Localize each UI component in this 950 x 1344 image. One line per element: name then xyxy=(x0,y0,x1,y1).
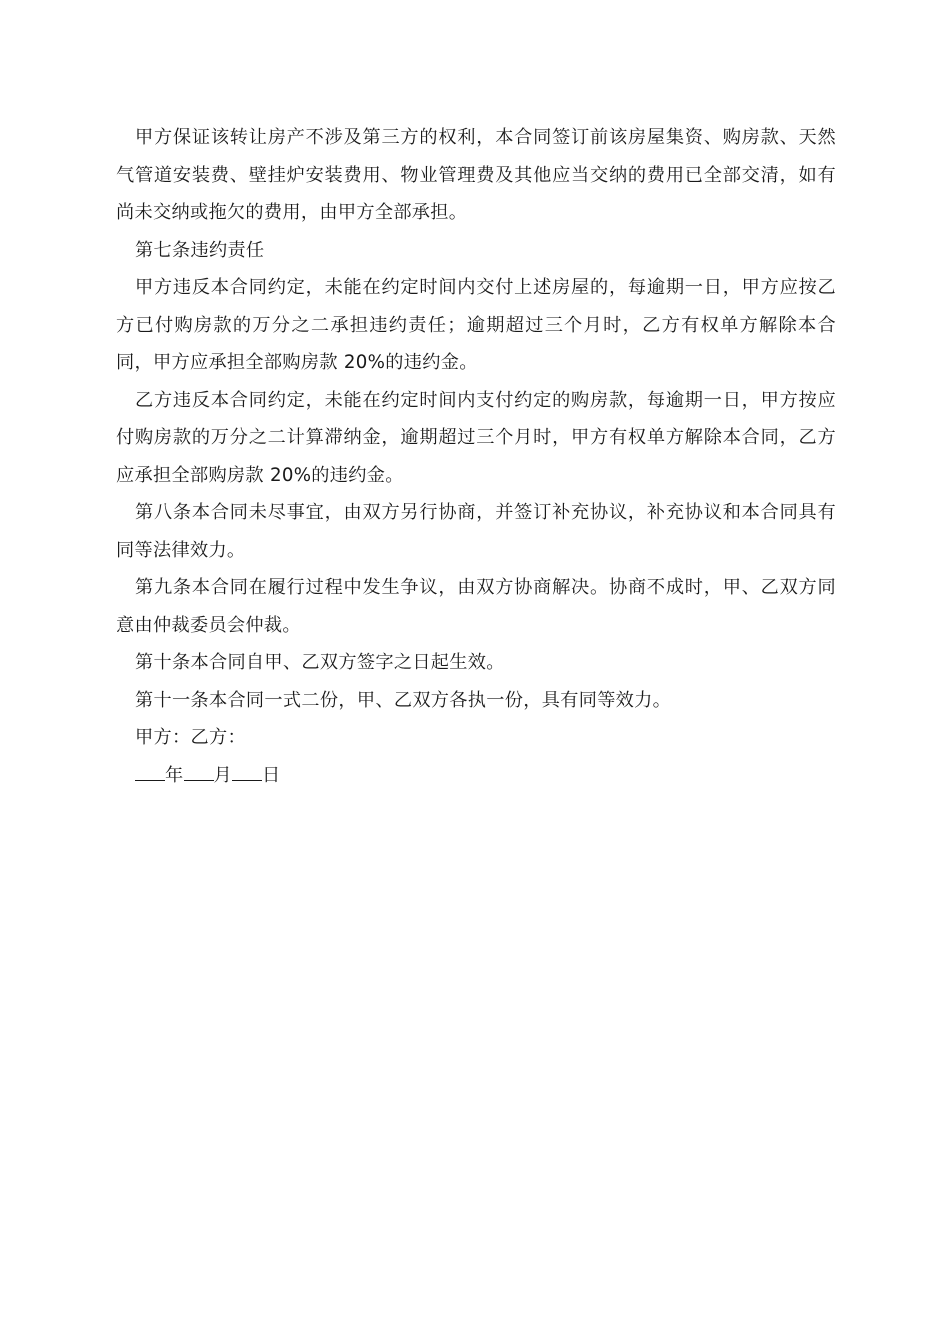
month-label: 月 xyxy=(213,764,232,786)
day-label: 日 xyxy=(262,764,281,786)
paragraph-party-a-breach: 甲方违反本合同约定，未能在约定时间内交付上述房屋的，每逾期一日，甲方应按乙方已付购房款的万分之二承担违约责任；逾期超过三个月时，乙方有权单方解除本合同，甲方应承担全部购房款 20%的违约金。 xyxy=(116,277,836,373)
signature-date xyxy=(116,757,836,795)
day-blank xyxy=(232,764,262,781)
document-body xyxy=(116,119,836,794)
month-blank xyxy=(184,764,214,781)
year-label: 年 xyxy=(165,764,184,786)
article-10: 第十条本合同自甲、乙双方签字之日起生效。 xyxy=(135,652,505,673)
paragraph-warranty: 甲方保证该转让房产不涉及第三方的权利，本合同签订前该房屋集资、购房款、天然气管道安装费、壁挂炉安装费用、物业管理费及其他应当交纳的费用已全部交清，如有尚未交纳或拖欠的费用，由甲方全部承担。 xyxy=(116,127,836,223)
signature-parties: 甲方：乙方： xyxy=(135,727,246,748)
article-8: 第八条本合同未尽事宜，由双方另行协商，并签订补充协议，补充协议和本合同具有同等法律效力。 xyxy=(116,502,836,561)
year-blank xyxy=(135,764,165,781)
article-11: 第十一条本合同一式二份，甲、乙双方各执一份，具有同等效力。 xyxy=(135,689,672,711)
article-9: 第九条本合同在履行过程中发生争议，由双方协商解决。协商不成时，甲、乙双方同意由仲裁委员会仲裁。 xyxy=(116,577,836,636)
paragraph-party-b-breach: 乙方违反本合同约定，未能在约定时间内支付约定的购房款，每逾期一日，甲方按应付购房款的万分之二计算滞纳金，逾期超过三个月时，甲方有权单方解除本合同，乙方应承担全部购房款 20%的违约金。 xyxy=(116,389,836,486)
article-7-heading: 第七条违约责任 xyxy=(135,239,265,261)
